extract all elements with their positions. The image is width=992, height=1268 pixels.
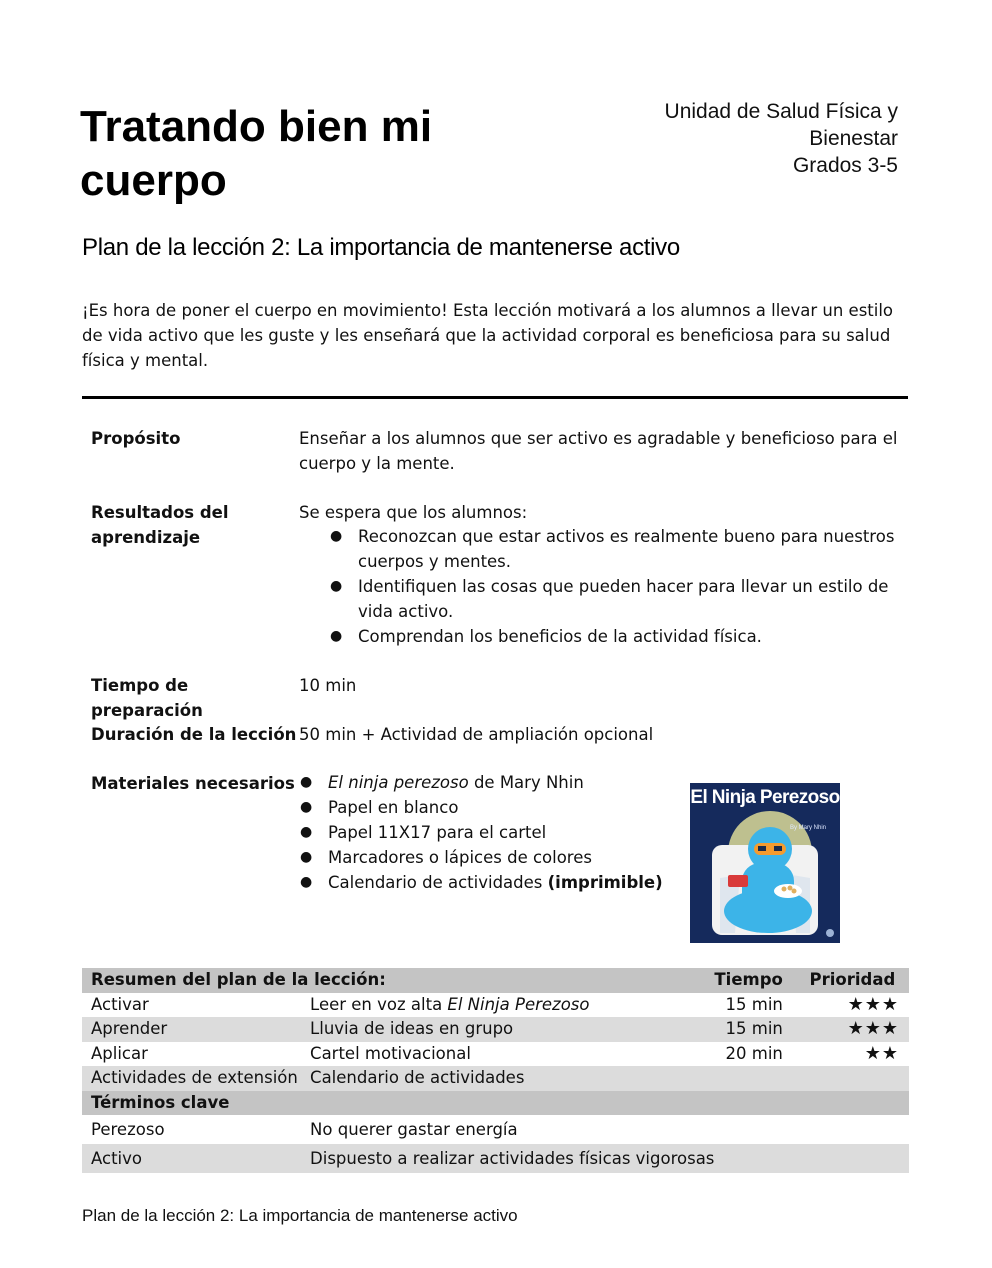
activity-text: Leer en voz alta	[310, 994, 448, 1014]
bullet-icon: ●	[330, 528, 343, 544]
bullet-icon: ●	[330, 578, 343, 594]
list-item	[300, 770, 678, 795]
phase-cell: Actividades de extensión	[82, 1066, 301, 1091]
phase-cell: Aprender	[82, 1017, 301, 1042]
bullet-icon: ●	[300, 774, 313, 790]
list-item	[330, 574, 898, 624]
table-header-row	[82, 968, 909, 993]
time-cell	[683, 1066, 789, 1091]
term-cell: Activo	[82, 1144, 301, 1173]
phase-cell: Activar	[82, 993, 301, 1018]
definition-cell: Dispuesto a realizar actividades físicas vigorosas	[301, 1144, 909, 1173]
duration-value: 50 min + Actividad de ampliación opcional	[299, 725, 654, 744]
outcome-text: Comprendan los beneficios de la actividad física.	[358, 627, 762, 646]
list-item	[330, 524, 898, 574]
outcomes-label	[91, 500, 291, 550]
table-row	[82, 1017, 909, 1042]
priority-stars: ★★★	[789, 993, 909, 1018]
material-text: Papel en blanco	[328, 798, 459, 817]
time-header: Tiempo	[683, 968, 789, 993]
definition-cell: No querer gastar energía	[301, 1115, 909, 1144]
materials-label: Materiales necesarios	[91, 774, 295, 793]
outcomes-label-line1: Resultados del	[91, 503, 229, 522]
table-row	[82, 1115, 909, 1144]
page-title: Tratando bien mi cuerpo	[80, 102, 433, 205]
lesson-summary-table	[82, 968, 909, 1173]
activity-cell: Lluvia de ideas en grupo	[301, 1017, 683, 1042]
outcomes-intro: Se espera que los alumnos:	[299, 503, 528, 522]
grade-level: Grados 3-5	[792, 154, 898, 177]
material-text: Calendario de actividades	[328, 873, 548, 892]
list-item	[300, 845, 678, 870]
priority-stars	[789, 1066, 909, 1091]
lesson-subtitle: Plan de la lección 2: La importancia de mantenerse activo	[82, 234, 680, 261]
bullet-icon: ●	[300, 799, 313, 815]
list-item	[300, 870, 678, 895]
unit-info	[518, 98, 898, 179]
time-cell: 15 min	[683, 1017, 789, 1042]
activity-cell: Cartel motivacional	[301, 1042, 683, 1067]
outcomes-label-line2: aprendizaje	[91, 528, 201, 547]
table-row	[82, 993, 909, 1018]
activity-book-title: El Ninja Perezoso	[447, 994, 590, 1014]
book-cover-image	[690, 783, 840, 943]
outcomes-list	[330, 524, 898, 649]
prep-label-line2: preparación	[91, 701, 203, 720]
book-cover-author: By Mary Nhin	[790, 825, 827, 831]
outcome-text: Reconozcan que estar activos es realmente bueno para nuestros cuerpos y mentes.	[358, 527, 895, 571]
purpose-value: Enseñar a los alumnos que ser activo es agradable y beneficioso para el cuerpo y la mente.	[299, 429, 898, 473]
summary-header: Resumen del plan de la lección:	[82, 968, 683, 993]
section-divider	[82, 396, 908, 399]
priority-stars: ★★	[789, 1042, 909, 1067]
activity-cell: Calendario de actividades	[301, 1066, 683, 1091]
outcome-text: Identifiquen las cosas que pueden hacer para llevar un estilo de vida activo.	[358, 577, 889, 621]
book-author-text: de Mary Nhin	[468, 773, 584, 792]
duration-label: Duración de la lección	[91, 725, 297, 744]
priority-header: Prioridad	[789, 968, 909, 993]
table-row	[82, 1042, 909, 1067]
phase-cell: Aplicar	[82, 1042, 301, 1067]
material-text: Marcadores o lápices de colores	[328, 848, 592, 867]
list-item	[330, 624, 898, 649]
table-header-row	[82, 1091, 909, 1116]
list-item	[300, 820, 678, 845]
time-cell: 15 min	[683, 993, 789, 1018]
bullet-icon: ●	[300, 824, 313, 840]
table-row	[82, 1144, 909, 1173]
term-cell: Perezoso	[82, 1115, 301, 1144]
prep-value: 10 min	[299, 676, 357, 695]
key-terms-header: Términos clave	[82, 1091, 909, 1116]
bullet-icon: ●	[300, 874, 313, 890]
material-text: Papel 11X17 para el cartel	[328, 823, 547, 842]
intro-paragraph: ¡Es hora de poner el cuerpo en movimiento! Esta lección motivará a los alumnos a llevar un estilo de vida activo que les guste y les enseñará que la actividad corporal es beneficiosa para su salud física y mental.	[82, 301, 894, 370]
bullet-icon: ●	[300, 849, 313, 865]
materials-list	[300, 770, 678, 895]
prep-label-line1: Tiempo de	[91, 676, 189, 695]
purpose-label: Propósito	[91, 429, 181, 448]
bullet-icon: ●	[330, 628, 343, 644]
activity-cell	[301, 993, 683, 1018]
table-row	[82, 1066, 909, 1091]
unit-name-line2: Bienestar	[809, 127, 898, 150]
priority-stars: ★★★	[789, 1017, 909, 1042]
unit-name-line1: Unidad de Salud Física y	[664, 100, 898, 123]
page-footer: Plan de la lección 2: La importancia de mantenerse activo	[82, 1206, 518, 1225]
list-item	[300, 795, 678, 820]
book-title-text: El ninja perezoso	[328, 773, 469, 792]
prep-label	[91, 673, 291, 723]
time-cell: 20 min	[683, 1042, 789, 1067]
printable-link[interactable]: (imprimible)	[547, 873, 663, 892]
book-cover-title: El Ninja Perezoso	[690, 787, 840, 808]
